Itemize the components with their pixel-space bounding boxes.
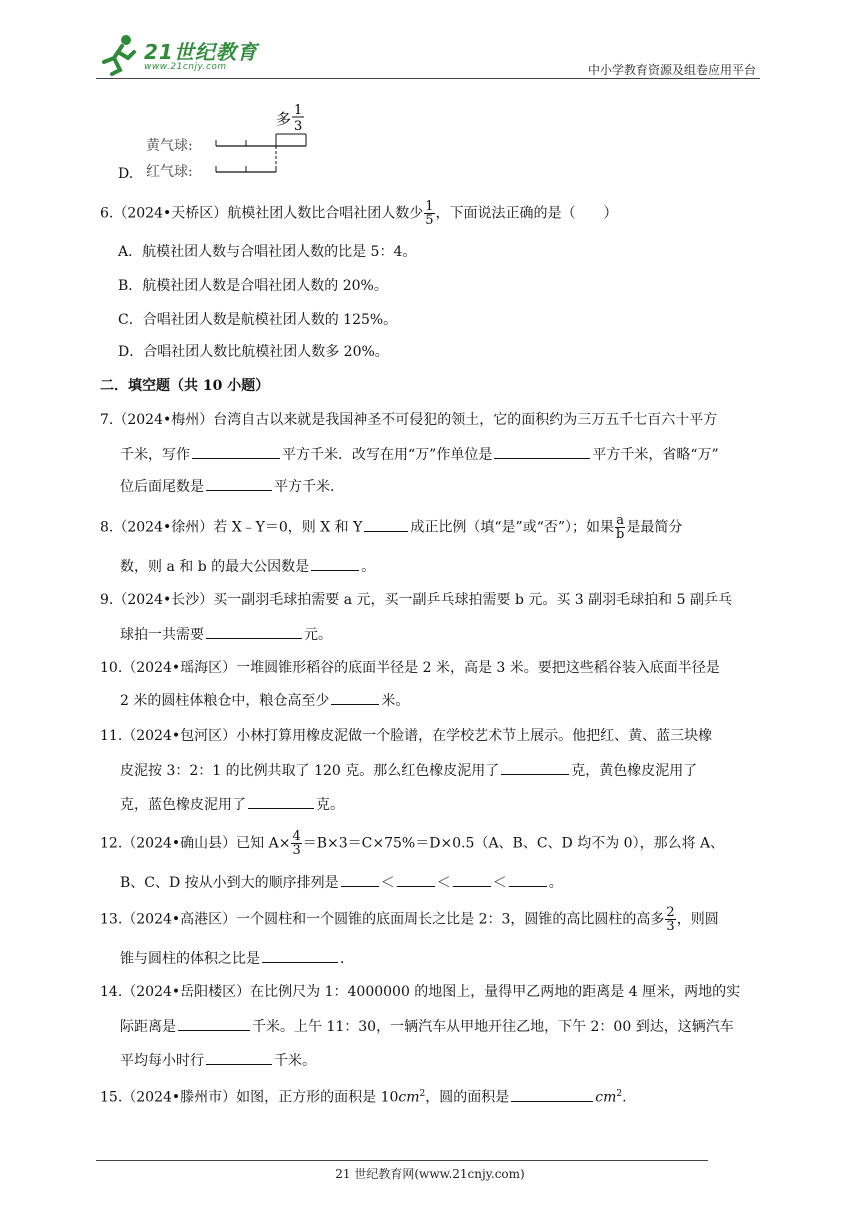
question-15-line1: 15.（2024•滕州市）如图，正方形的面积是 $10cm^2$，圆的面积是 $cm^2$. [100,1084,627,1108]
question-11-line2: 皮泥按 3：2：1 的比例共取了 120 克。那么红色橡皮泥用了 克，黄色橡皮泥用了 [120,760,697,781]
diagram-frac-den: 3 [294,119,303,134]
question-8-line1: 8.（2024•徐州）若 X﹣Y＝0，则 X 和 Y 成正比例（填“是”或“否”）；如果 $\frac{a}{b}$ 是最简分 [100,513,683,542]
answer-blank[interactable] [341,872,379,887]
question-7-line1: 7.（2024•梅州）台湾自古以来就是我国神圣不可侵犯的领土，它的面积约为三万五千七百六十平方 [100,412,718,428]
answer-blank[interactable] [206,476,272,491]
answer-blank[interactable] [206,1050,272,1065]
question-9-line1: 9.（2024•长沙）买一副羽毛球拍需要 a 元，买一副乒乓球拍需要 b 元。买 3 副羽毛球拍和 5 副乒乓 [100,592,732,608]
runner-logo-icon [96,32,142,76]
option-c[interactable]: C．合唱社团人数是航模社团人数的 125%。 [118,312,398,328]
answer-blank[interactable] [453,872,491,887]
answer-blank[interactable] [262,948,338,963]
answer-blank[interactable] [501,760,569,775]
question-7-line3: 位后面尾数是 平方千米． [120,476,344,497]
question-10-line2: 2 米的圆柱体粮仓中，粮仓高至少 米。 [120,690,409,711]
answer-blank[interactable] [511,1087,593,1102]
question-9-line2: 球拍一共需要 元。 [120,624,332,645]
question-12-line2: B、C、D 按从小到大的顺序排列是 ＜ ＜ ＜ 。 [120,872,563,893]
answer-blank[interactable] [509,872,547,887]
fraction: $\frac{a}{b}$ [616,513,625,542]
page-footer: 21 世纪教育网(www.21cnjy.com) [335,1167,525,1181]
answer-blank[interactable] [248,794,314,809]
answer-blank[interactable] [311,556,359,571]
option-a[interactable]: A．航模社团人数与合唱社团人数的比是 5：4。 [118,244,417,260]
answer-blank[interactable] [397,872,435,887]
question-14-line1: 14.（2024•岳阳楼区）在比例尺为 1：4000000 的地图上，量得甲乙两地的距离是 4 厘米，两地的实 [100,984,741,1000]
question-13-line2: 锥与圆柱的体积之比是 ． [120,948,354,969]
footer-divider [96,1160,708,1161]
fraction: $\frac{4}{3}$ [292,829,301,858]
option-b[interactable]: B．航模社团人数是合唱社团人数的 20%。 [118,278,388,294]
answer-blank[interactable] [206,624,302,639]
page-header [96,30,760,79]
question-12-line1: 12.（2024•确山县）已知 A× $\frac{4}{3}$ ＝B×3＝C×75%＝D×0.5（A、B、C、D 均不为 0），那么将 A、 [100,829,725,858]
platform-title: 中小学教育资源及组卷应用平台 [587,63,756,77]
logo-url: www.21cnjy.com [144,62,227,72]
question-11-line1: 11.（2024•包河区）小林打算用橡皮泥做一个脸谱，在学校艺术节上展示。他把红、黄、蓝三块橡 [100,728,713,744]
diagram-frac-num: 1 [294,103,303,118]
section-heading: 二．填空题（共 10 小题） [100,378,270,394]
site-logo [96,32,266,76]
balloon-diagram [142,100,322,186]
answer-blank[interactable] [192,444,280,459]
question-13-line1: 13.（2024•高港区）一个圆柱和一个圆锥的底面周长之比是 2：3，圆锥的高比圆柱的高多 $\frac{2}{3}$ ，则圆 [100,905,719,934]
answer-blank[interactable] [364,517,408,532]
question-6: 6.（2024•天桥区）航模社团人数比合唱社团人数少 $\frac{1}{5}$ ，下面说法正确的是（ ） [100,199,618,228]
question-14-line2: 际距离是 千米。上午 11：30，一辆汽车从甲地开往乙地，下午 2：00 到达，这辆汽车 [120,1016,734,1037]
question-7-line2: 千米，写作 平方千米．改写在用“万”作单位是 平方千米，省略“万” [120,444,719,465]
diagram-more-label: 多 [276,110,292,128]
fraction: $\frac{1}{5}$ [425,199,434,228]
answer-blank[interactable] [178,1016,250,1031]
logo-text: 21世纪教育 [144,40,258,64]
answer-blank[interactable] [331,690,379,705]
question-11-line3: 克，蓝色橡皮泥用了 克。 [120,794,344,815]
diagram-red-label: 红气球: [146,164,193,180]
option-d-label: D. [118,166,134,182]
diagram-yellow-label: 黄气球: [146,138,193,154]
question-8-line2: 数，则 a 和 b 的最大公因数是 。 [120,556,375,577]
question-14-line3: 平均每小时行 千米。 [120,1050,316,1071]
answer-blank[interactable] [494,444,590,459]
option-d[interactable]: D．合唱社团人数比航模社团人数多 20%。 [118,344,389,360]
question-10-line1: 10.（2024•瑶海区）一堆圆锥形稻谷的底面半径是 2 米，高是 3 米。要把这些稻谷装入底面半径是 [100,660,720,676]
fraction: $\frac{2}{3}$ [666,905,675,934]
